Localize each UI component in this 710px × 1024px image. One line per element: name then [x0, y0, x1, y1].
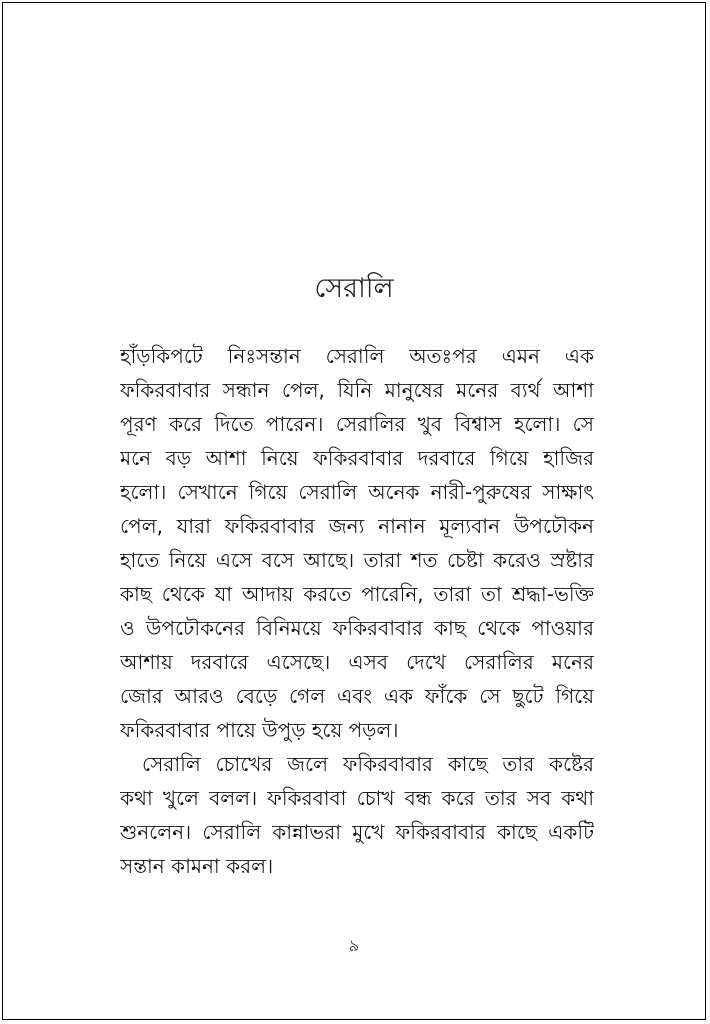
text-line: ফকিরবাবার পায়ে উপুড় হয়ে পড়ল। [120, 718, 399, 742]
book-page [2, 2, 706, 1020]
text-line: জোর আরও বেড়ে গেল এবং এক ফাঁকে সে ছুটে গিয়ে [120, 684, 594, 708]
text-line: হলো। সেখানে গিয়ে সেরালি অনেক নারী-পুরুষের সাক্ষাৎ [120, 480, 594, 504]
text-line: কথা খুলে বলল। ফকিরবাবা চোখ বন্ধ করে তার সব কথা [120, 786, 594, 810]
paragraph-2 [120, 747, 594, 883]
text-line: পূরণ করে দিতে পারেন। সেরালির খুব বিশ্বাস হলো। সে [120, 412, 594, 436]
text-line: কাছ থেকে যা আদায় করতে পারেনি, তারা তা শ্রদ্ধা-ভক্তি [120, 582, 594, 606]
text-line: শুনলেন। সেরালি কান্নাভরা মুখে ফকিরবাবার কাছে একটি [120, 820, 594, 844]
text-line: সন্তান কামনা করল। [120, 854, 274, 878]
text-line: আশায় দরবারে এসেছে। এসব দেখে সেরালির মনের [120, 650, 594, 674]
text-line: হাতে নিয়ে এসে বসে আছে। তারা শত চেষ্টা করেও স্রষ্টার [120, 548, 594, 572]
text-line: পেল, যারা ফকিরবাবার জন্য নানান মূল্যবান উপঢৌকন [120, 514, 594, 538]
chapter-title: সেরালি [314, 273, 394, 304]
text-line: হাঁড়কিপটে নিঃসন্তান সেরালি অতঃপর এমন এক [120, 344, 594, 368]
text-line: ও উপঢৌকনের বিনিময়ে ফকিরবাবার কাছ থেকে পাওয়ার [120, 616, 594, 640]
text-line: সেরালি চোখের জলে ফকিরবাবার কাছে তার কষ্টের [142, 752, 594, 776]
page-number: ৯ [348, 936, 360, 955]
text-line: ফকিরবাবার সন্ধান পেল, যিনি মানুষের মনের ব্যর্থ আশা [120, 378, 594, 402]
text-line: মনে বড় আশা নিয়ে ফকিরবাবার দরবারে গিয়ে হাজির [120, 446, 594, 470]
paragraph-1 [120, 339, 594, 747]
